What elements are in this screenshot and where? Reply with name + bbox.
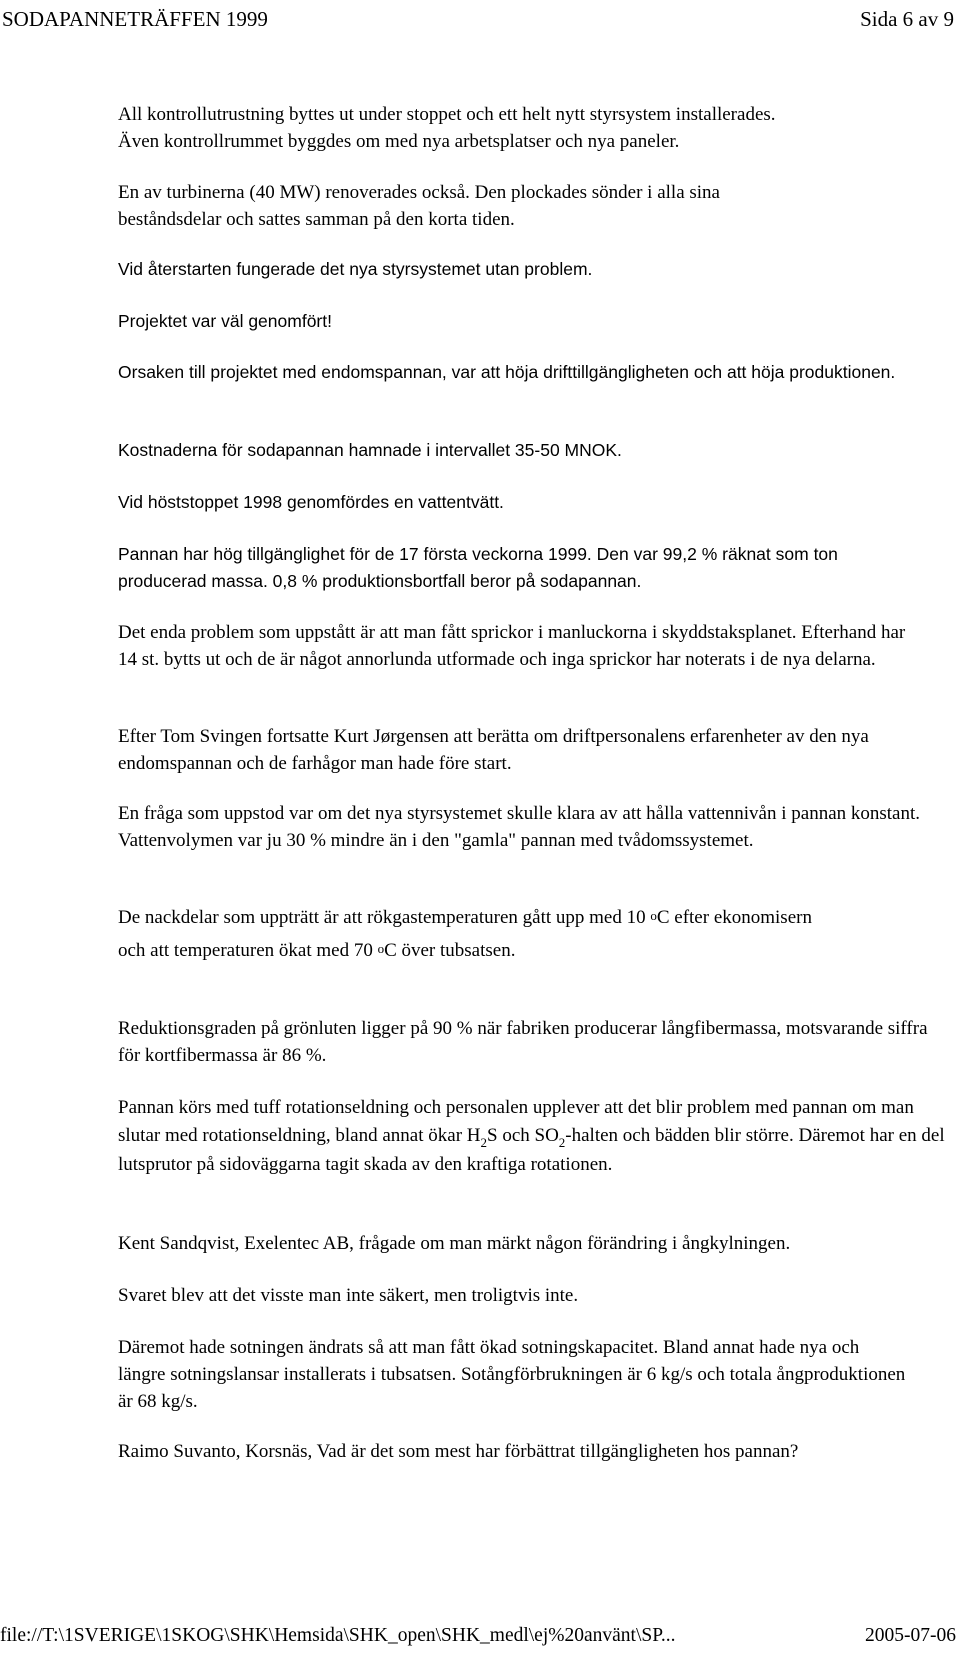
degree-superscript-1: o — [650, 908, 657, 923]
file-path: file://T:\1SVERIGE\1SKOG\SHK\Hemsida\SHK_open\SHK_medl\ej%20använt\SP... — [0, 1625, 676, 1646]
paragraph-9: Det enda problem som uppstått är att man fått sprickor i manluckorna i skyddstaksplanet. Efterhand har 14 st. bytts ut och de är något annorlunda utformade och inga sprickor har noterats i de nya delarna. — [118, 622, 906, 670]
print-date: 2005-07-06 — [865, 1625, 956, 1646]
page-header — [0, 6, 954, 32]
paragraph-11: En fråga som uppstod var om det nya styrsystemet skulle klara av att hålla vattennivån i pannan konstant. Vattenvolymen var ju 30 % mindre än i den "gamla" pannan med tvådomssystemet. — [118, 803, 921, 851]
page-footer — [0, 1624, 956, 1648]
degree-superscript-2: o — [377, 941, 385, 956]
paragraph-4: Projektet var väl genomfört! — [118, 311, 332, 331]
paragraph-13: Reduktionsgraden på grönluten ligger på 90 % när fabriken producerar långfibermassa, motsvarande siffra för kortfibermassa är 86 %. — [118, 1018, 928, 1066]
paragraph-5: Orsaken till projektet med endomspannan, var att höja drifttillgängligheten och att höja produktionen. — [118, 362, 896, 382]
paragraph-14 — [118, 1094, 948, 1179]
paragraph-8: Pannan har hög tillgänglighet för de 17 första veckorna 1999. Den var 99,2 % räknat som ton producerad massa. 0,8 % produktionsbortfall beror på sodapannan. — [118, 544, 838, 591]
paragraph-18: Raimo Suvanto, Korsnäs, Vad är det som mest har förbättrat tillgängligheten hos pannan? — [118, 1441, 799, 1462]
paragraph-1-line-2: Även kontrollrummet byggdes om med nya arbetsplatser och nya paneler. — [118, 131, 680, 152]
paragraph-16: Svaret blev att det visste man inte säkert, men troligtvis inte. — [118, 1285, 579, 1306]
subscript-2: 2 — [558, 1135, 566, 1150]
paragraph-2: En av turbinerna (40 MW) renoverades också. Den plockades sönder i alla sina beståndsdelar och sattes samman på den korta tiden. — [118, 182, 720, 230]
paragraph-3: Vid återstarten fungerade det nya styrsystemet utan problem. — [118, 259, 593, 279]
paragraph-12-part-a: De nackdelar som uppträtt är att rökgastemperaturen gått upp med 10 — [118, 907, 651, 928]
paragraph-7: Vid höststoppet 1998 genomfördes en vattentvätt. — [118, 492, 504, 512]
paragraph-12-part-c: C över tubsatsen. — [384, 940, 516, 961]
page-number: Sida 6 av 9 — [860, 7, 954, 31]
paragraph-14-part-c: -halten och bädden blir större. Däremot har en del lutsprutor på sidoväggarna tagit skada av den kraftiga rotationen. — [118, 1125, 945, 1175]
paragraph-10: Efter Tom Svingen fortsatte Kurt Jørgensen att berätta om driftpersonalens erfarenheter av den nya endomspannan och de farhågor man hade före start. — [118, 726, 869, 774]
subscript-1: 2 — [480, 1135, 487, 1150]
document-title: SODAPANNETRÄFFEN 1999 — [2, 7, 268, 31]
paragraph-1-line-1: All kontrollutrustning byttes ut under stoppet och ett helt nytt styrsystem installerades. — [118, 104, 776, 125]
paragraph-1 — [118, 101, 948, 155]
paragraph-17: Däremot hade sotningen ändrats så att man fått ökad sotningskapacitet. Bland annat hade nya och längre sotningslansar installerats i tubsatsen. Sotångförbrukningen är 6 kg/s och totala ångproduktionen är 68 kg/s. — [118, 1337, 906, 1412]
paragraph-14-part-a: Pannan körs med tuff rotationseldning och personalen upplever att det blir problem med pannan om man slutar med rotationseldning, bland annat ökar H — [118, 1097, 914, 1146]
paragraph-6: Kostnaderna för sodapannan hamnade i intervallet 35-50 MNOK. — [118, 440, 622, 460]
paragraph-12-part-b: C efter ekonomisern och att temperaturen ökat med 70 — [118, 907, 812, 961]
paragraph-15: Kent Sandqvist, Exelentec AB, frågade om man märkt någon förändring i ångkylningen. — [118, 1233, 791, 1254]
paragraph-14-part-b: S och SO — [487, 1125, 559, 1146]
paragraph-12 — [118, 901, 838, 967]
